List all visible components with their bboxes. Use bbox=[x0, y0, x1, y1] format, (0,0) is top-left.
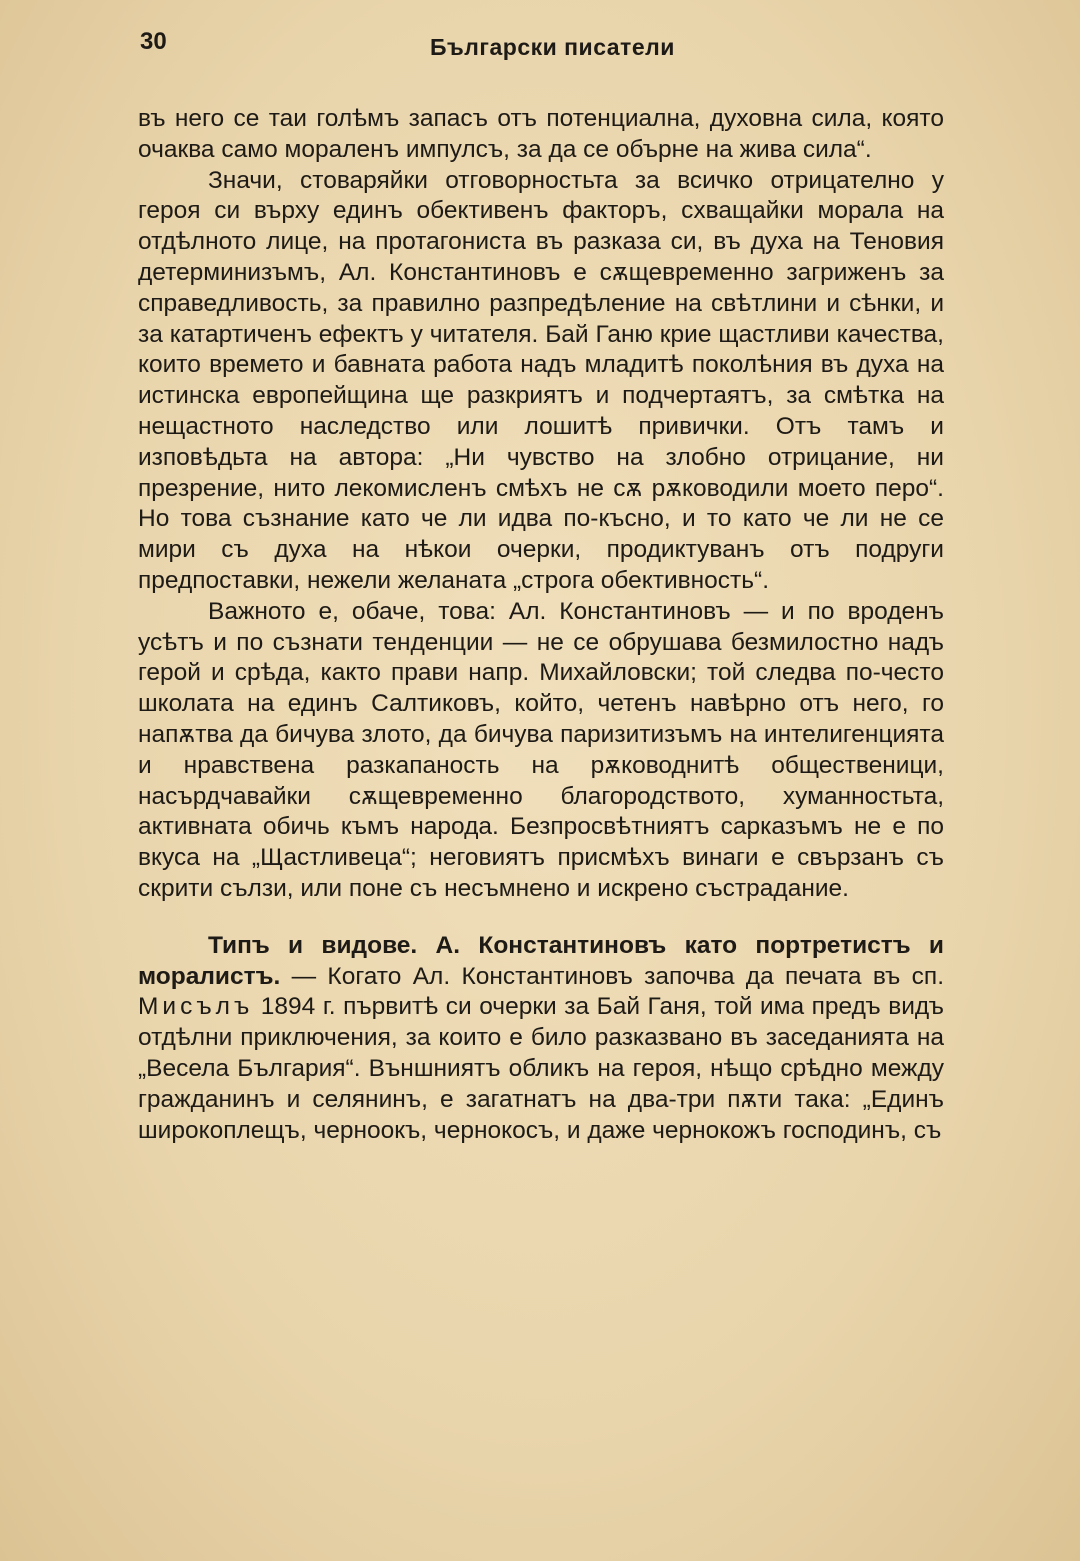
section-text-after-journal: 1894 г. първитѣ си очерки за Бай Ганя, той има предъ видъ отдѣлни приключения, за които е било разказвано въ заседанията на „Весела България“. Външниятъ обликъ на героя, нѣщо срѣдно между гражданинъ и селянинъ, е загатнатъ на два-три пѫти така: „Единъ широкоплещъ, черноокъ, чернокосъ, и даже чернокожъ господинъ, съ bbox=[138, 993, 944, 1144]
journal-title: Мисълъ bbox=[138, 993, 254, 1021]
paragraph-continuation: въ него се таи голѣмъ запасъ отъ потенциална, духовна сила, която очаква само мораленъ импулсъ, за да се обърне на жива сила“. bbox=[138, 105, 944, 163]
paragraph-responsibility: Значи, стоваряйки отговорностьта за всичко отрицателно у героя си върху единъ обективенъ факторъ, схващайки морала на отдѣлното лице, на протагониста въ разказа си, въ духа на Теновия детерминизъмъ, Ал. Константиновъ е сѫщевременно загриженъ за справедливость, за правилно разпредѣление на свѣтлини и сѣнки, и за катартиченъ ефектъ у читателя. Бай Ганю крие щастливи качества, които времето и бавната работа надъ младитѣ поколѣния въ духа на истинска европейщина ще разкриятъ и подчертаятъ, за смѣтка на нещастното наследство или лошитѣ привички. Отъ тамъ и изповѣдьта на автора: „Ни чувство на злобно отрицание, ни презрение, нито лекомисленъ смѣхъ не сѫ рѫководили моето перо“. Но това съзнание като че ли идва по-късно, и то като че ли не се мири съ духа на нѣкои очерки, продиктуванъ отъ подруги предпоставки, нежели желаната „строга обективность“. bbox=[138, 166, 944, 594]
section-gap bbox=[138, 905, 944, 931]
section-text-before-journal: — Когато Ал. Константиновъ започва да печата въ сп. bbox=[280, 962, 944, 990]
paragraph-important: Важното е, обаче, това: Ал. Константиновъ — и по вроденъ усѣтъ и по съзнати тенденции — не се обрушава безмилостно надъ герой и срѣда, както прави напр. Михайловски; той следва по-често школата на единъ Салтиковъ, който, четенъ навѣрно отъ него, го напѫтва да бичува злото, да бичува паризитизъмъ на интелигенцията и нравствена разкапаность на рѫководнитѣ общественици, насърдчавайки сѫщевременно благородството, хуманностьта, активната обичь къмъ народа. Безпросвѣтниятъ сарказъмъ не е по вкуса на „Щастливеца“; неговиятъ присмѣхъ винаги е свързанъ съ скрити сълзи, или поне съ несъмнено и искрено състрадание. bbox=[138, 597, 944, 902]
page-header bbox=[138, 26, 944, 66]
section-paragraph bbox=[138, 931, 944, 1147]
section-heading: Типъ и видове. А. Константиновъ като портретистъ и моралистъ. bbox=[138, 931, 944, 990]
page-number: 30 bbox=[140, 28, 167, 55]
body-text bbox=[138, 104, 944, 1146]
running-title: Български писатели bbox=[430, 34, 675, 60]
